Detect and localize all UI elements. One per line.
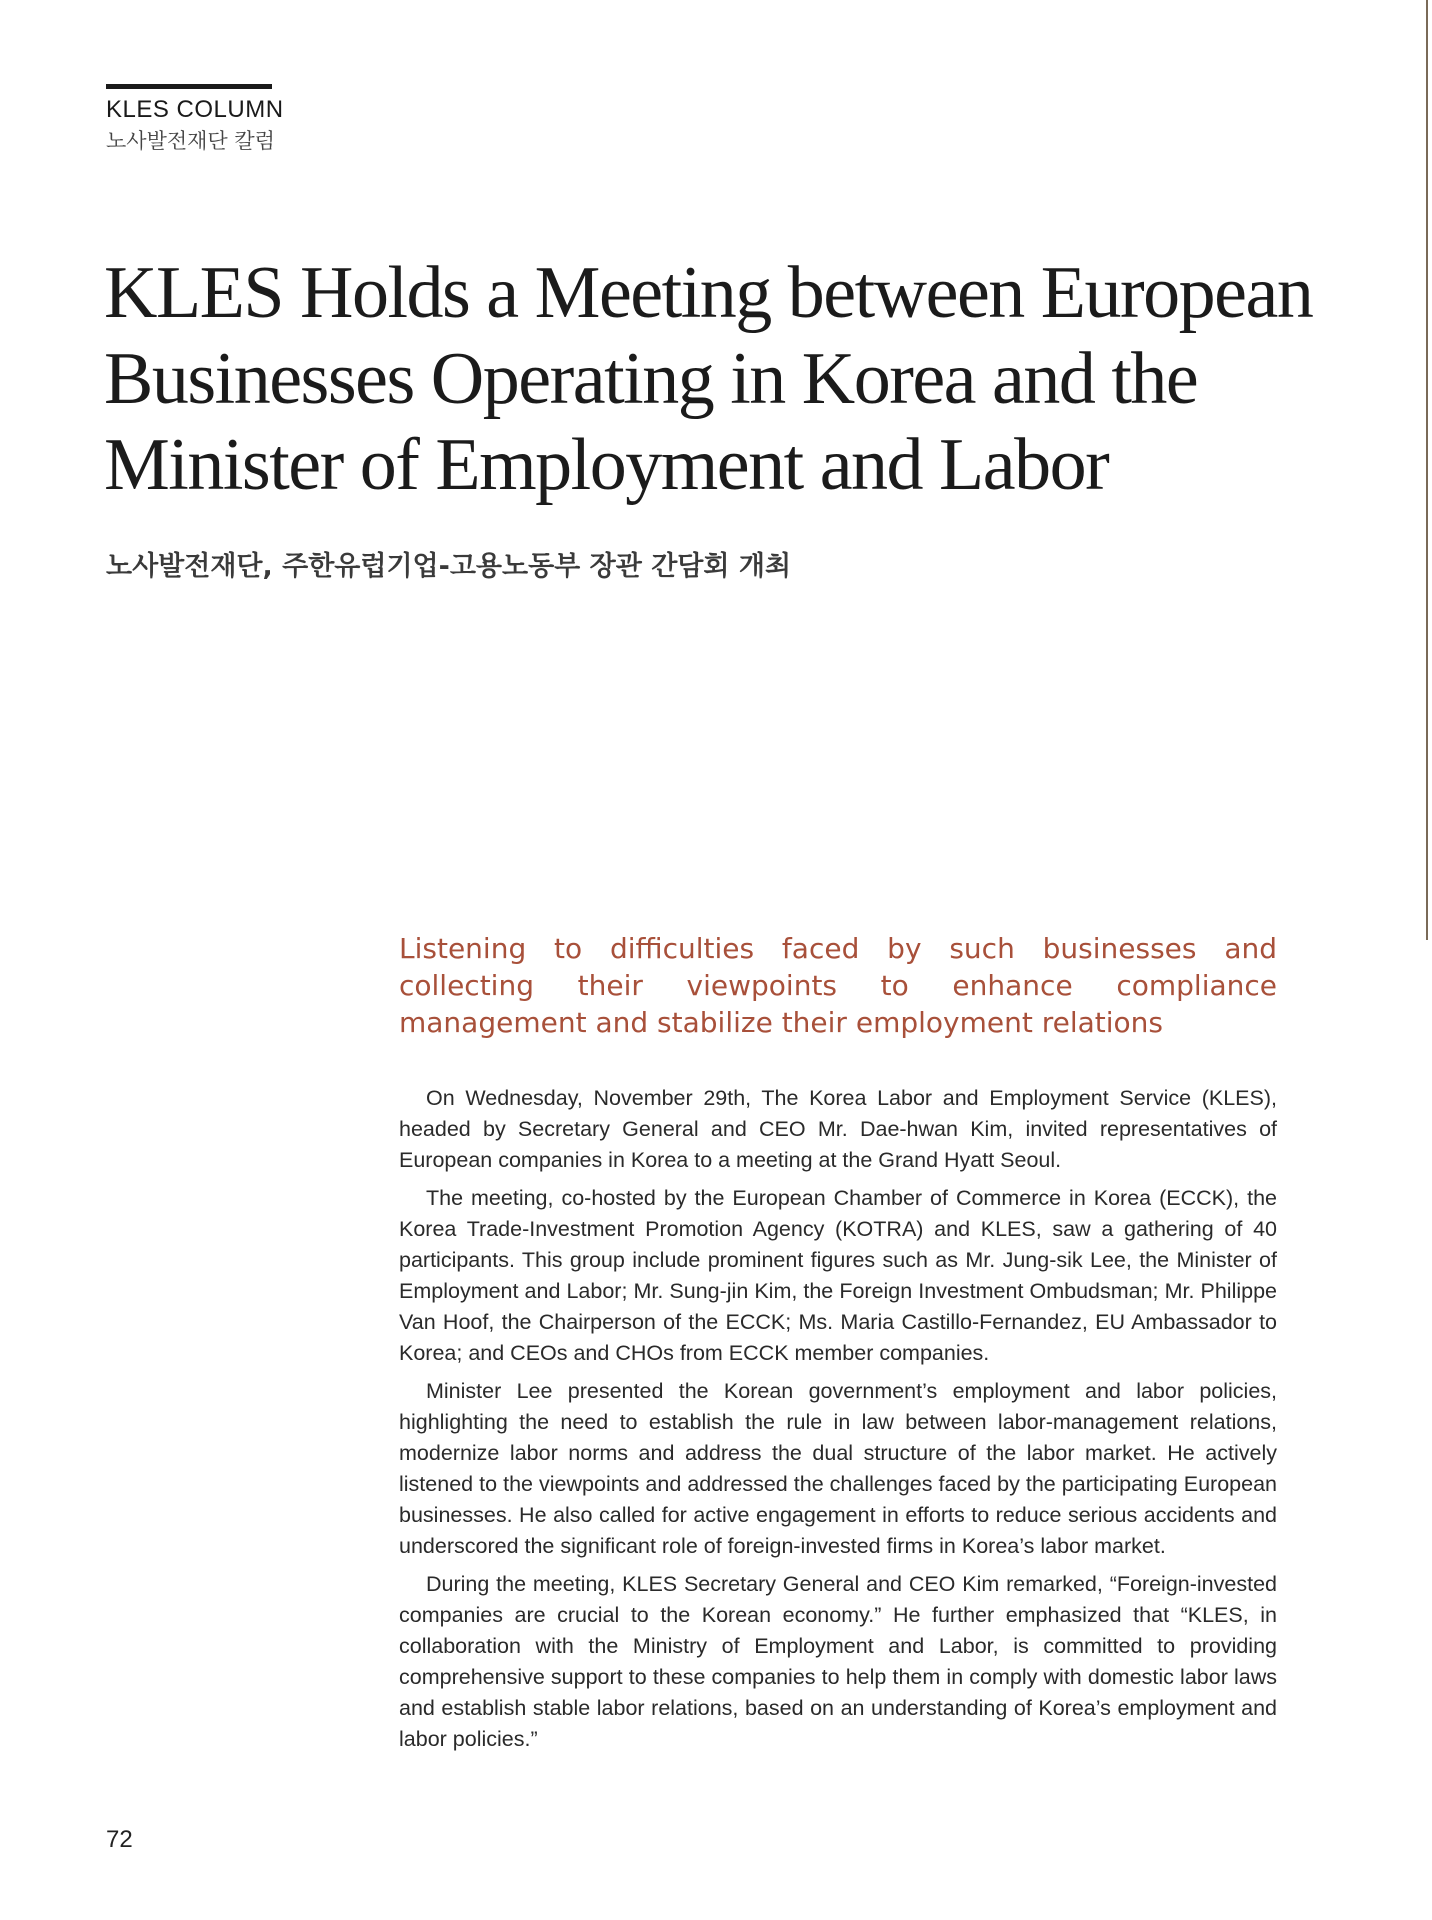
column-label: KLES COLUMN — [106, 96, 284, 123]
article-title: KLES Holds a Meeting between European Businesses Operating in Korea and the Minister of Employment and Labor — [104, 252, 1313, 506]
article-lead: Listening to difficulties faced by such businesses and collecting their viewpoints to enhance compliance management and stabilize their employment relations — [399, 932, 1277, 1039]
body-paragraph: On Wednesday, November 29th, The Korea Labor and Employment Service (KLES), headed by Secretary General and CEO Mr. Dae-hwan Kim, invited representatives of European companies in Korea to a meeting at the Grand Hyatt Seoul. — [399, 1086, 1277, 1172]
article-subtitle-korean: 노사발전재단, 주한유럽기업-고용노동부 장관 간담회 개최 — [106, 551, 792, 582]
body-paragraph: Minister Lee presented the Korean government’s employment and labor policies, highlighting the need to establish the rule in law between labor-management relations, modernize labor norms and address the dual structure of the labor market. He actively listened to the viewpoints and addressed the challenges faced by the participating European businesses. He also called for active engagement in efforts to reduce serious accidents and underscored the significant role of foreign-invested firms in Korea’s labor market. — [399, 1379, 1277, 1558]
column-header-rule — [106, 84, 272, 89]
article-body — [399, 1083, 1277, 1762]
column-label-korean: 노사발전재단 칼럼 — [106, 129, 275, 153]
body-paragraph: During the meeting, KLES Secretary General and CEO Kim remarked, “Foreign-invested companies are crucial to the Korean economy.” He further emphasized that “KLES, in collaboration with the Ministry of Employment and Labor, is committed to providing comprehensive support to these companies to help them in comply with domestic labor laws and establish stable labor relations, based on an understanding of Korea’s employment and labor policies.” — [399, 1572, 1277, 1751]
page-number: 72 — [106, 1826, 133, 1853]
page-binding-edge — [1426, 0, 1428, 940]
body-paragraph: The meeting, co-hosted by the European Chamber of Commerce in Korea (ECCK), the Korea Trade-Investment Promotion Agency (KOTRA) and KLES, saw a gathering of 40 participants. This group include prominent figures such as Mr. Jung-sik Lee, the Minister of Employment and Labor; Mr. Sung-jin Kim, the Foreign Investment Ombudsman; Mr. Philippe Van Hoof, the Chairperson of the ECCK; Ms. Maria Castillo-Fernandez, EU Ambassador to Korea; and CEOs and CHOs from ECCK member companies. — [399, 1186, 1277, 1365]
